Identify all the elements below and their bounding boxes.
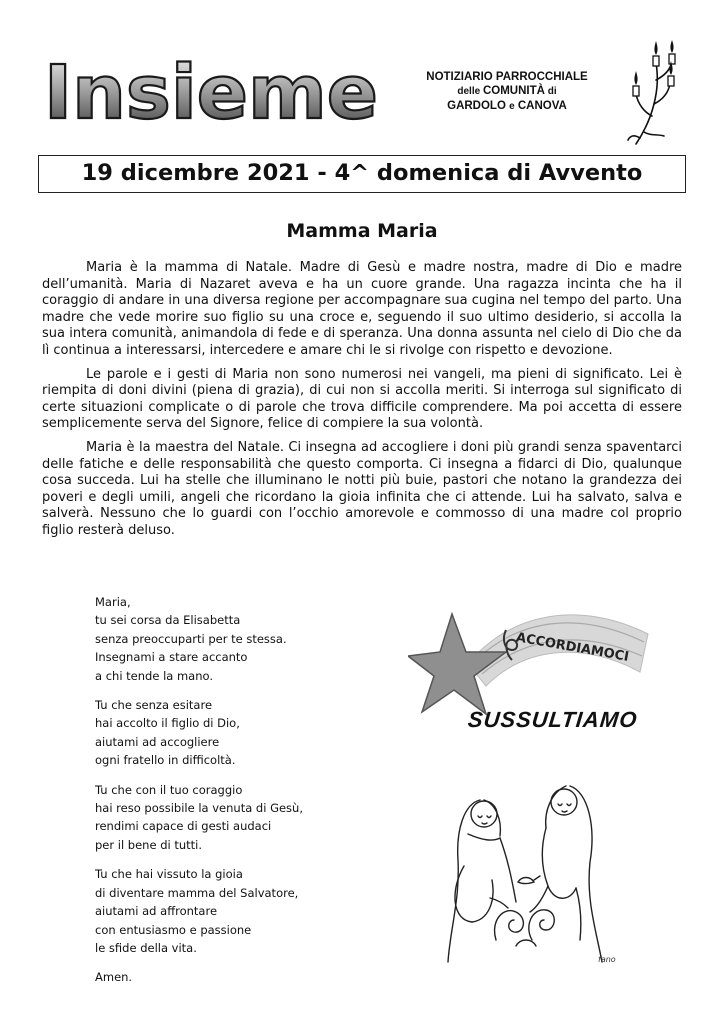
poem-line: tu sei corsa da Elisabetta — [95, 613, 241, 628]
poem-line: di diventare mamma del Salvatore, — [95, 885, 299, 900]
newsletter-title: Insieme — [44, 52, 379, 130]
visitation-drawing — [420, 770, 625, 970]
date-banner: 19 dicembre 2021 - 4^ domenica di Avvento — [38, 155, 686, 193]
poem-line: Tu che con il tuo coraggio — [95, 782, 243, 797]
poem-line: senza preoccuparti per te stessa. — [95, 631, 287, 646]
masthead — [42, 52, 682, 144]
illustration-headline: SUSSULTIAMO — [466, 707, 639, 732]
poem-line: hai reso possibile la venuta di Gesù, — [95, 801, 303, 816]
poem-line: Maria, — [95, 595, 131, 609]
prayer-poem — [95, 593, 375, 998]
poem-stanza — [95, 593, 375, 685]
poem-line: per il bene di tutti. — [95, 837, 203, 852]
poem-stanza — [95, 968, 375, 986]
article-paragraph: Maria è la mamma di Natale. Madre di Gesù e madre nostra, madre di Dio e madre dell’umanità. Maria di Nazaret aveva e ha un cuore grande. Una ragazza incinta che ha il coraggio di andare in una diversa regione per accompagnare sua cugina nel tempo del parto. Una madre che vede morire suo figlio su una croce e, seguendo il suo ultimo desiderio, si accolla la sua intera comunità, animandola di fede e di speranza. Una donna assunta nel cielo di Dio che da lì continua a interessarsi, intercedere e amare chi le si rivolge con rispetto e devozione. — [42, 260, 682, 358]
poem-line: a chi tende la mano. — [95, 668, 213, 683]
subtitle-line-1: NOTIZIARIO PARROCCHIALE — [426, 71, 588, 83]
subtitle-line-3: GARDOLO e CANOVA — [447, 100, 567, 112]
subtitle-line-2: delle COMUNITÀ di — [457, 85, 557, 97]
poem-line: Tu che senza esitare — [95, 698, 213, 713]
poem-line: ogni fratello in difficoltà. — [95, 753, 236, 768]
poem-line: Insegnami a stare accanto — [95, 650, 248, 665]
article-paragraph: Maria è la maestra del Natale. Ci insegna ad accogliere i doni più grandi senza spaventarci delle fatiche e delle responsabilità che questo comporta. Ci insegna a fidarci di Dio, qualunque cosa succeda. Lui ha stelle che illuminano le notti più buie, pastori che notano la grandezza dei poveri e degli umili, angeli che ricordano la gioia infinita che ci attende. Lui ha salvato, salva e salverà. Nessuno che lo guardi con l’occhio amorevole e commosso di una madre col proprio figlio resterà deluso. — [42, 439, 682, 538]
poem-line: le sfide della vita. — [95, 940, 197, 955]
poem-stanza — [95, 696, 375, 770]
poem-line: hai accolto il figlio di Dio, — [95, 716, 240, 731]
artist-signature: fano — [598, 955, 616, 964]
poem-line: aiutami ad accogliere — [95, 734, 220, 749]
article-title: Mamma Maria — [286, 220, 438, 242]
poem-line: aiutami ad affrontare — [95, 904, 218, 919]
poem-stanza — [95, 865, 375, 957]
poem-line: Amen. — [95, 970, 133, 985]
poem-line: con entusiasmo e passione — [95, 922, 252, 937]
article-paragraph: Le parole e i gesti di Maria non sono numerosi nei vangeli, ma pieni di significato. Lei è riempita di doni divini (piena di grazia), di cui non si accolla meriti. Si interroga sul significato di certe situazioni complicate o di parole che trova difficile comprendere. Ma poi accetta di essere semplicemente serva del Signore, felice di compiere la sua volontà. — [42, 366, 682, 432]
poem-line: rendimi capace di gesti audaci — [95, 819, 272, 834]
candle-branch-icon — [624, 40, 684, 150]
newsletter-logo — [42, 52, 382, 130]
article-body — [42, 260, 682, 547]
poem-stanza — [95, 781, 375, 855]
poem-line: Tu che hai vissuto la gioia — [95, 867, 243, 882]
banner-text: ACCORDIAMOCI — [514, 630, 630, 665]
newsletter-subtitle — [402, 70, 612, 114]
